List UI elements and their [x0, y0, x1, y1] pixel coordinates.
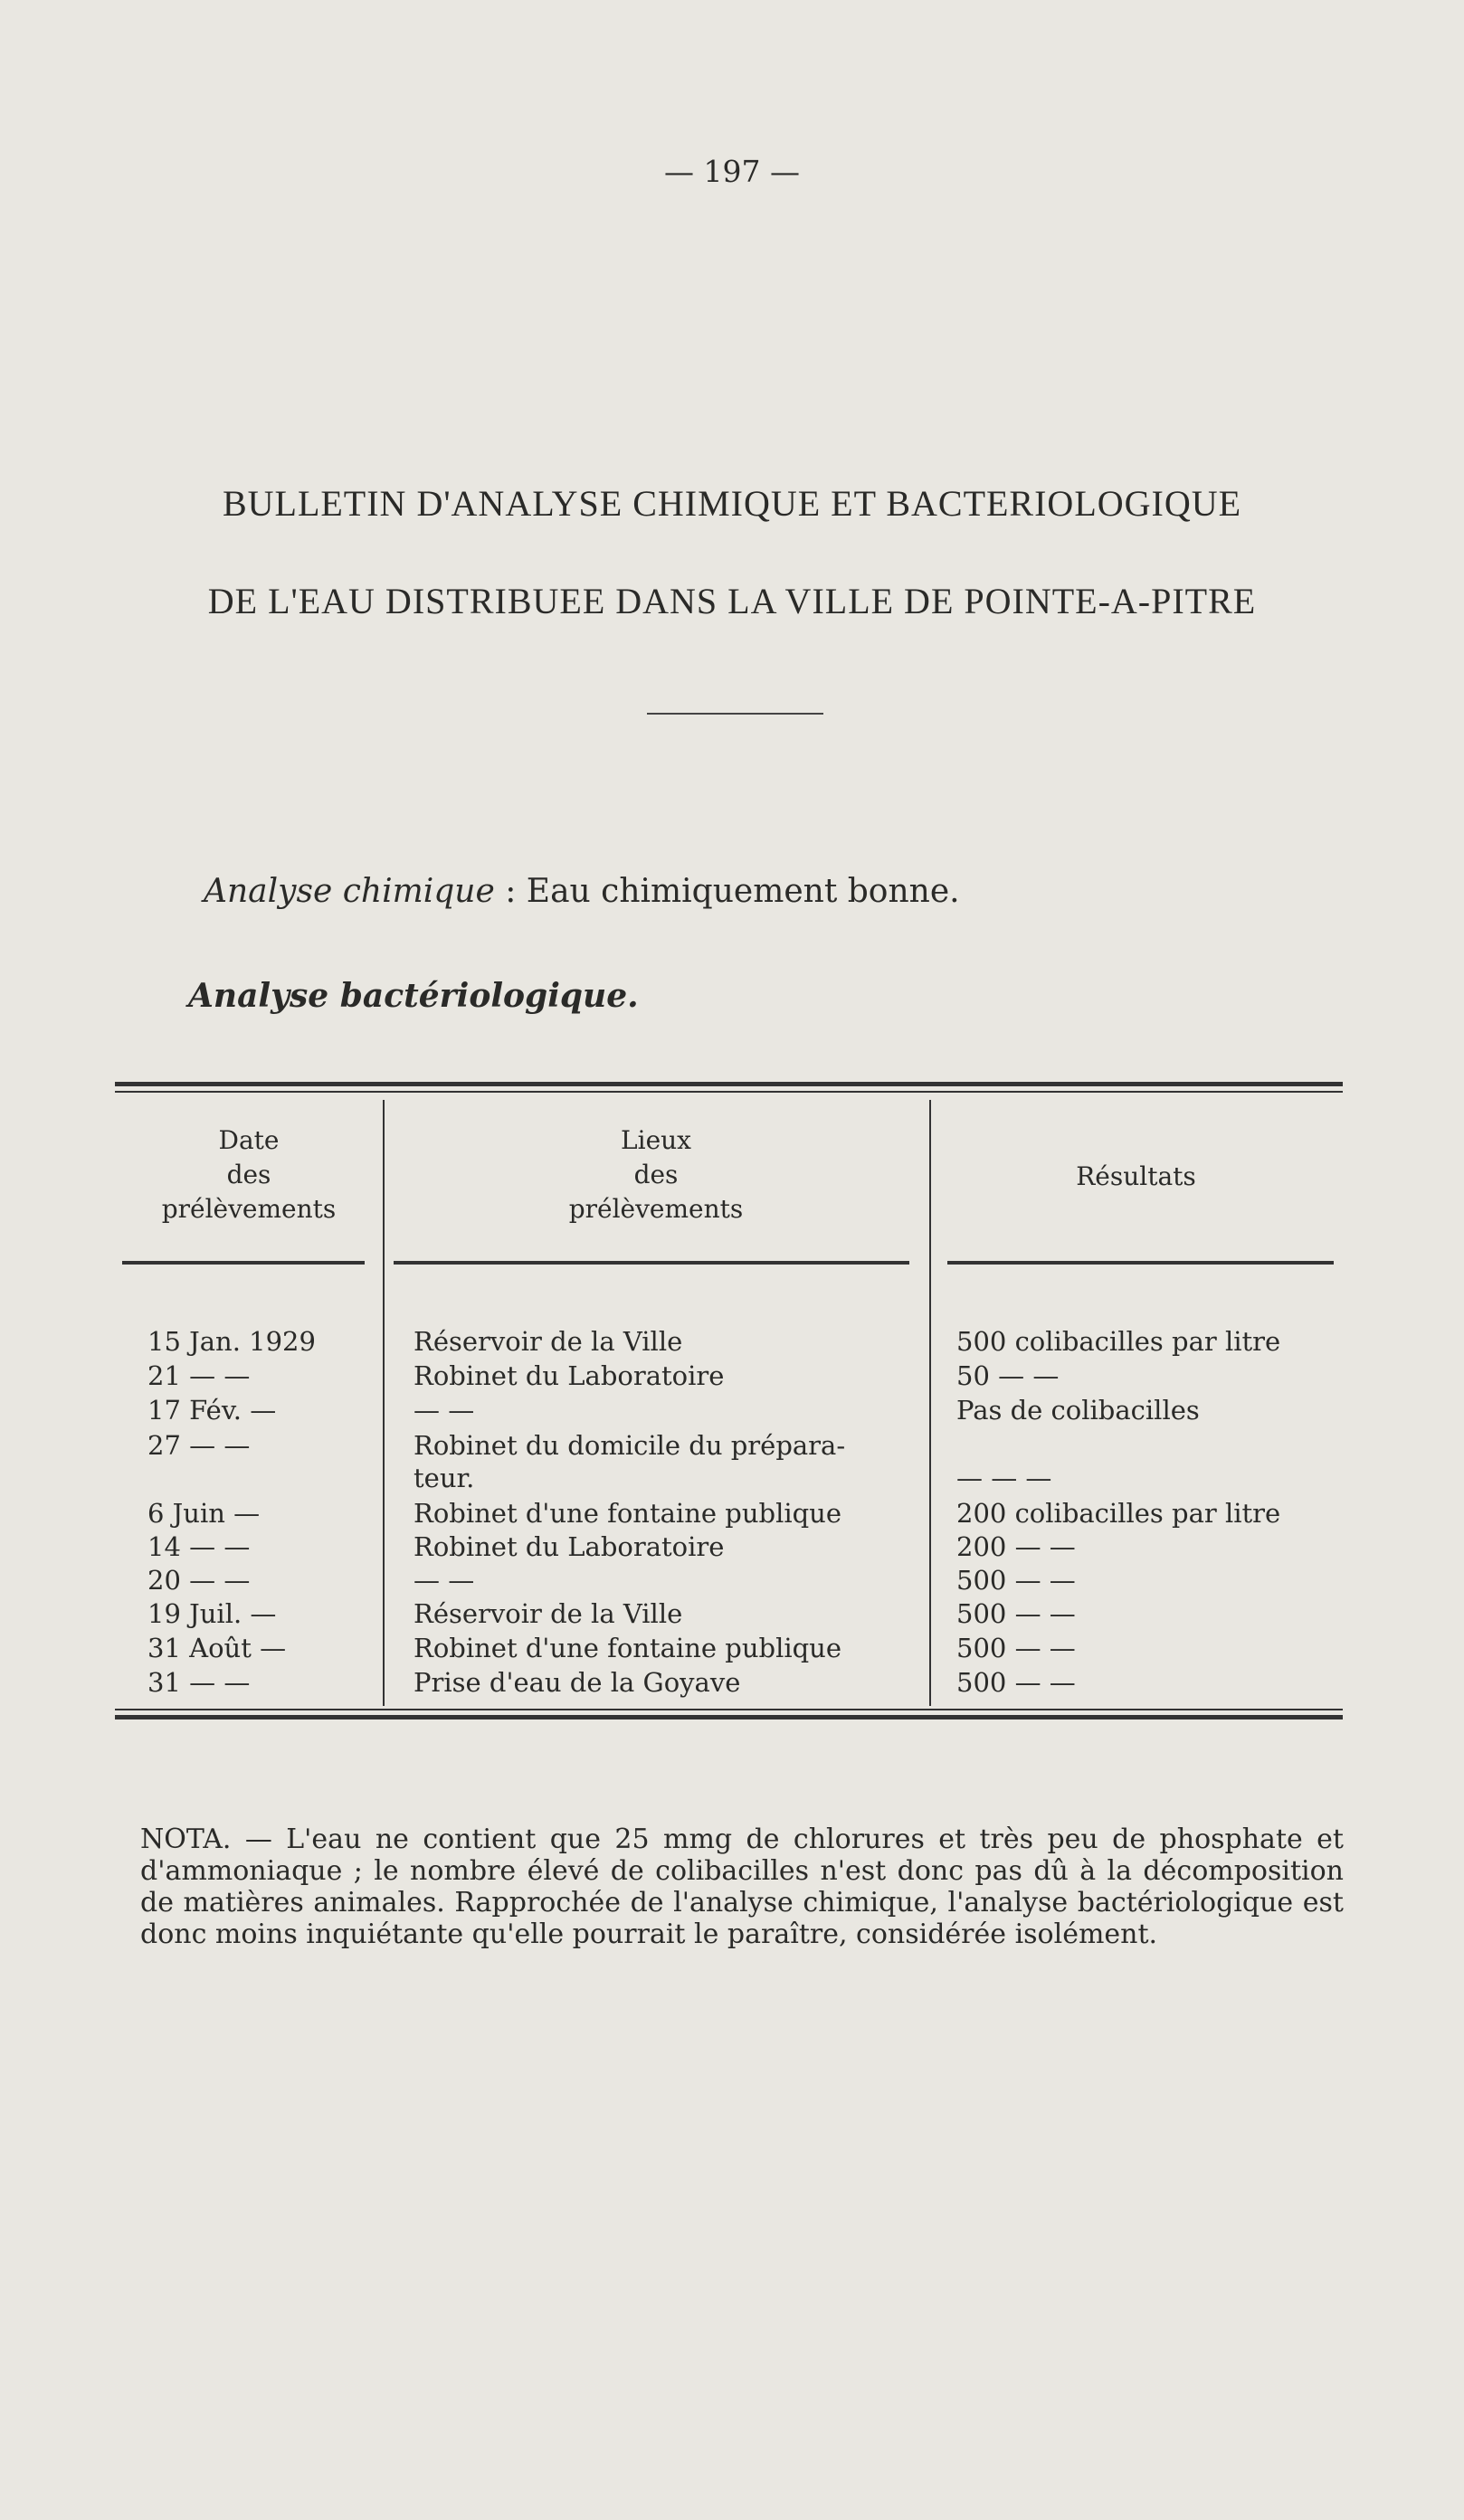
row-date: 6 Juin —: [147, 1498, 261, 1529]
chemical-analysis-line: [204, 873, 960, 910]
row-result: 200 colibacilles par litre: [956, 1498, 1281, 1529]
header-rule-lieux: [394, 1261, 909, 1265]
row-lieu: Robinet d'une fontaine publique: [414, 1633, 842, 1663]
row-result: Pas de colibacilles: [956, 1395, 1200, 1426]
row-lieu: Robinet du Laboratoire: [414, 1360, 725, 1391]
row-lieu: Réservoir de la Ville: [414, 1326, 683, 1357]
row-result: — — —: [956, 1463, 1052, 1493]
row-date: 27 — —: [147, 1430, 251, 1461]
results-table: [115, 1082, 1343, 1724]
row-result: 500 — —: [956, 1598, 1076, 1629]
table-bottom-rule-thin: [115, 1709, 1343, 1710]
row-lieu: Robinet d'une fontaine publique: [414, 1498, 842, 1529]
nota-paragraph: NOTA. — L'eau ne contient que 25 mmg de chlorures et très peu de phosphate et d'ammoniaque ; le nombre élevé de colibacilles n'est donc pas dû à la décomposition de matières animales. Rapprochée de l'analyse chimique, l'analyse bactériologique est donc moins inquiétante qu'elle pourrait le paraître, considérée isolément.: [140, 1824, 1344, 1950]
row-date: 14 — —: [147, 1531, 251, 1562]
row-result: 500 — —: [956, 1667, 1076, 1698]
row-lieu: Robinet du domicile du prépara-: [414, 1430, 846, 1461]
chemical-analysis-value: : Eau chimiquement bonne.: [494, 873, 960, 910]
chemical-analysis-label: Analyse chimique: [204, 873, 495, 910]
row-date: 31 Août —: [147, 1633, 287, 1663]
row-result: 50 — —: [956, 1360, 1060, 1391]
row-lieu: — —: [414, 1395, 475, 1426]
row-lieu: Réservoir de la Ville: [414, 1598, 683, 1629]
row-lieu: teur.: [414, 1463, 475, 1493]
row-date: 31 — —: [147, 1667, 251, 1698]
table-top-rule-thin: [115, 1091, 1343, 1093]
row-lieu: Prise d'eau de la Goyave: [414, 1667, 741, 1698]
row-lieu: Robinet du Laboratoire: [414, 1531, 725, 1562]
header-date: Date des prélèvements: [161, 1125, 337, 1224]
bulletin-title-line-1: BULLETIN D'ANALYSE CHIMIQUE ET BACTERIOLOGIQUE: [222, 483, 1242, 524]
bulletin-title-line-2: DE L'EAU DISTRIBUEE DANS LA VILLE DE POINTE-A-PITRE: [207, 581, 1257, 621]
title-separator: [647, 713, 823, 715]
row-date: 19 Juil. —: [147, 1598, 277, 1629]
row-date: 21 — —: [147, 1360, 251, 1391]
row-date: 15 Jan. 1929: [147, 1326, 316, 1357]
row-result: 500 — —: [956, 1565, 1076, 1596]
table-bottom-rule: [115, 1715, 1343, 1719]
row-date: 17 Fév. —: [147, 1395, 277, 1426]
header-lieux: Lieux des prélèvements: [568, 1125, 744, 1224]
row-result: 500 — —: [956, 1633, 1076, 1663]
table-top-rule: [115, 1082, 1343, 1086]
header-rule-resultats: [947, 1261, 1334, 1265]
bacteriological-analysis-heading: Analyse bactériologique.: [188, 977, 639, 1015]
header-rule-date: [122, 1261, 365, 1265]
page-number: — 197 —: [664, 154, 800, 189]
header-resultats: Résultats: [1076, 1161, 1196, 1191]
row-lieu: — —: [414, 1565, 475, 1596]
row-date: 20 — —: [147, 1565, 251, 1596]
row-result: 200 — —: [956, 1531, 1076, 1562]
row-result: 500 colibacilles par litre: [956, 1326, 1281, 1357]
